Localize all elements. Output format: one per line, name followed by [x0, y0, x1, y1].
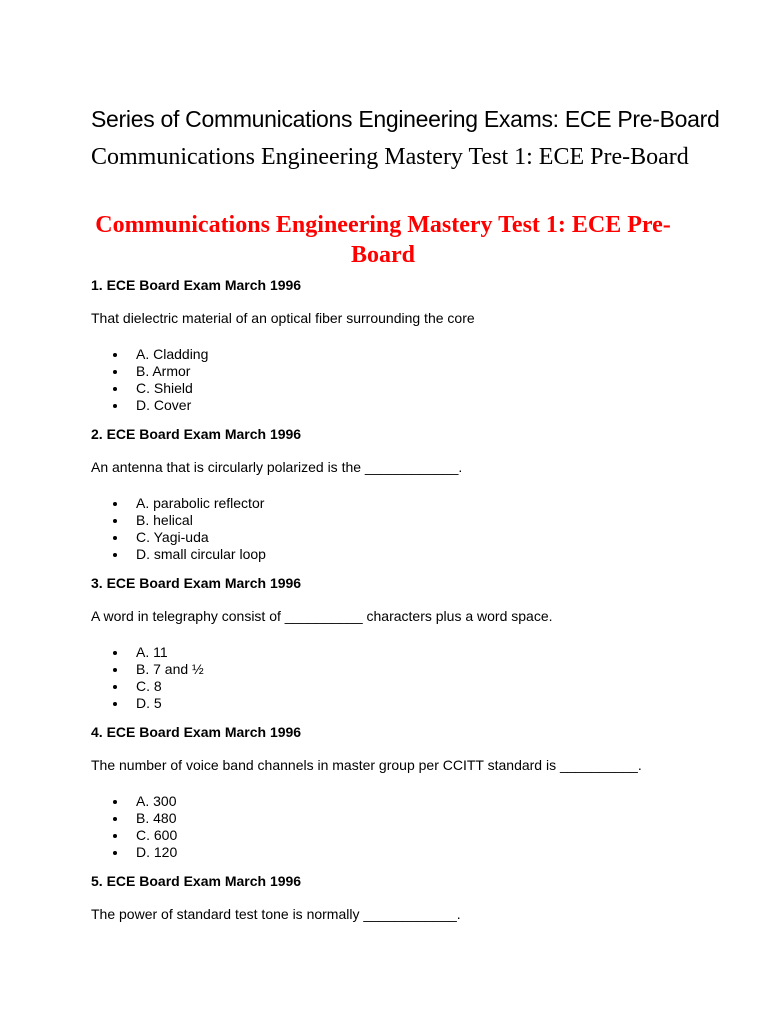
- option-label: C. Yagi-uda: [136, 529, 209, 545]
- bullet-icon: [113, 536, 117, 540]
- bullet-icon: [113, 553, 117, 557]
- option-item: [91, 495, 711, 512]
- section-heading: Communications Engineering Mastery Test 1: ECE Pre-Board: [95, 212, 671, 268]
- option-label: A. 11: [136, 644, 168, 660]
- bullet-icon: [113, 519, 117, 523]
- option-item: [91, 695, 711, 712]
- option-label: D. Cover: [136, 397, 192, 413]
- option-label: A. parabolic reflector: [136, 495, 265, 511]
- option-item: [91, 661, 711, 678]
- option-label: A. 300: [136, 793, 177, 809]
- question-heading: 3. ECE Board Exam March 1996: [91, 575, 302, 591]
- bullet-icon: [113, 817, 117, 821]
- question-1: [91, 277, 711, 414]
- option-label: D. small circular loop: [136, 546, 266, 562]
- bullet-icon: [113, 702, 117, 706]
- option-item: [91, 346, 711, 363]
- option-item: [91, 793, 711, 810]
- question-text: The power of standard test tone is normally ____________.: [91, 906, 461, 922]
- bullet-icon: [113, 834, 117, 838]
- bullet-icon: [113, 800, 117, 804]
- question-4: [91, 724, 711, 861]
- option-label: B. Armor: [136, 363, 191, 379]
- option-item: [91, 827, 711, 844]
- bullet-icon: [113, 387, 117, 391]
- question-heading: 4. ECE Board Exam March 1996: [91, 724, 302, 740]
- option-label: D. 5: [136, 695, 162, 711]
- option-label: B. 480: [136, 810, 177, 826]
- option-label: D. 120: [136, 844, 178, 860]
- option-label: B. 7 and ½: [136, 661, 204, 677]
- bullet-icon: [113, 370, 117, 374]
- option-item: [91, 546, 711, 563]
- option-label: B. helical: [136, 512, 193, 528]
- option-label: C. 600: [136, 827, 178, 843]
- bullet-icon: [113, 502, 117, 506]
- option-label: C. Shield: [136, 380, 193, 396]
- series-title: Series of Communications Engineering Exams: ECE Pre-Board: [91, 106, 720, 132]
- bullet-icon: [113, 651, 117, 655]
- option-item: [91, 512, 711, 529]
- question-text: A word in telegraphy consist of __________ characters plus a word space.: [91, 608, 553, 624]
- option-list: [91, 644, 711, 712]
- option-item: [91, 678, 711, 695]
- bullet-icon: [113, 851, 117, 855]
- test-title: Communications Engineering Mastery Test 1: ECE Pre-Board: [91, 144, 689, 170]
- option-list: [91, 346, 711, 414]
- option-label: A. Cladding: [136, 346, 209, 362]
- option-item: [91, 644, 711, 661]
- question-5: [91, 873, 711, 923]
- question-heading: 1. ECE Board Exam March 1996: [91, 277, 302, 293]
- option-item: [91, 363, 711, 380]
- question-3: [91, 575, 711, 712]
- question-2: [91, 426, 711, 563]
- option-item: [91, 529, 711, 546]
- option-list: [91, 793, 711, 861]
- question-text: The number of voice band channels in master group per CCITT standard is __________.: [91, 757, 642, 773]
- option-item: [91, 380, 711, 397]
- bullet-icon: [113, 685, 117, 689]
- option-label: C. 8: [136, 678, 162, 694]
- question-text: That dielectric material of an optical fiber surrounding the core: [91, 310, 475, 326]
- question-heading: 2. ECE Board Exam March 1996: [91, 426, 302, 442]
- option-list: [91, 495, 711, 563]
- option-item: [91, 397, 711, 414]
- option-item: [91, 844, 711, 861]
- question-heading: 5. ECE Board Exam March 1996: [91, 873, 302, 889]
- bullet-icon: [113, 668, 117, 672]
- option-item: [91, 810, 711, 827]
- bullet-icon: [113, 404, 117, 408]
- bullet-icon: [113, 353, 117, 357]
- question-text: An antenna that is circularly polarized is the ____________.: [91, 459, 463, 475]
